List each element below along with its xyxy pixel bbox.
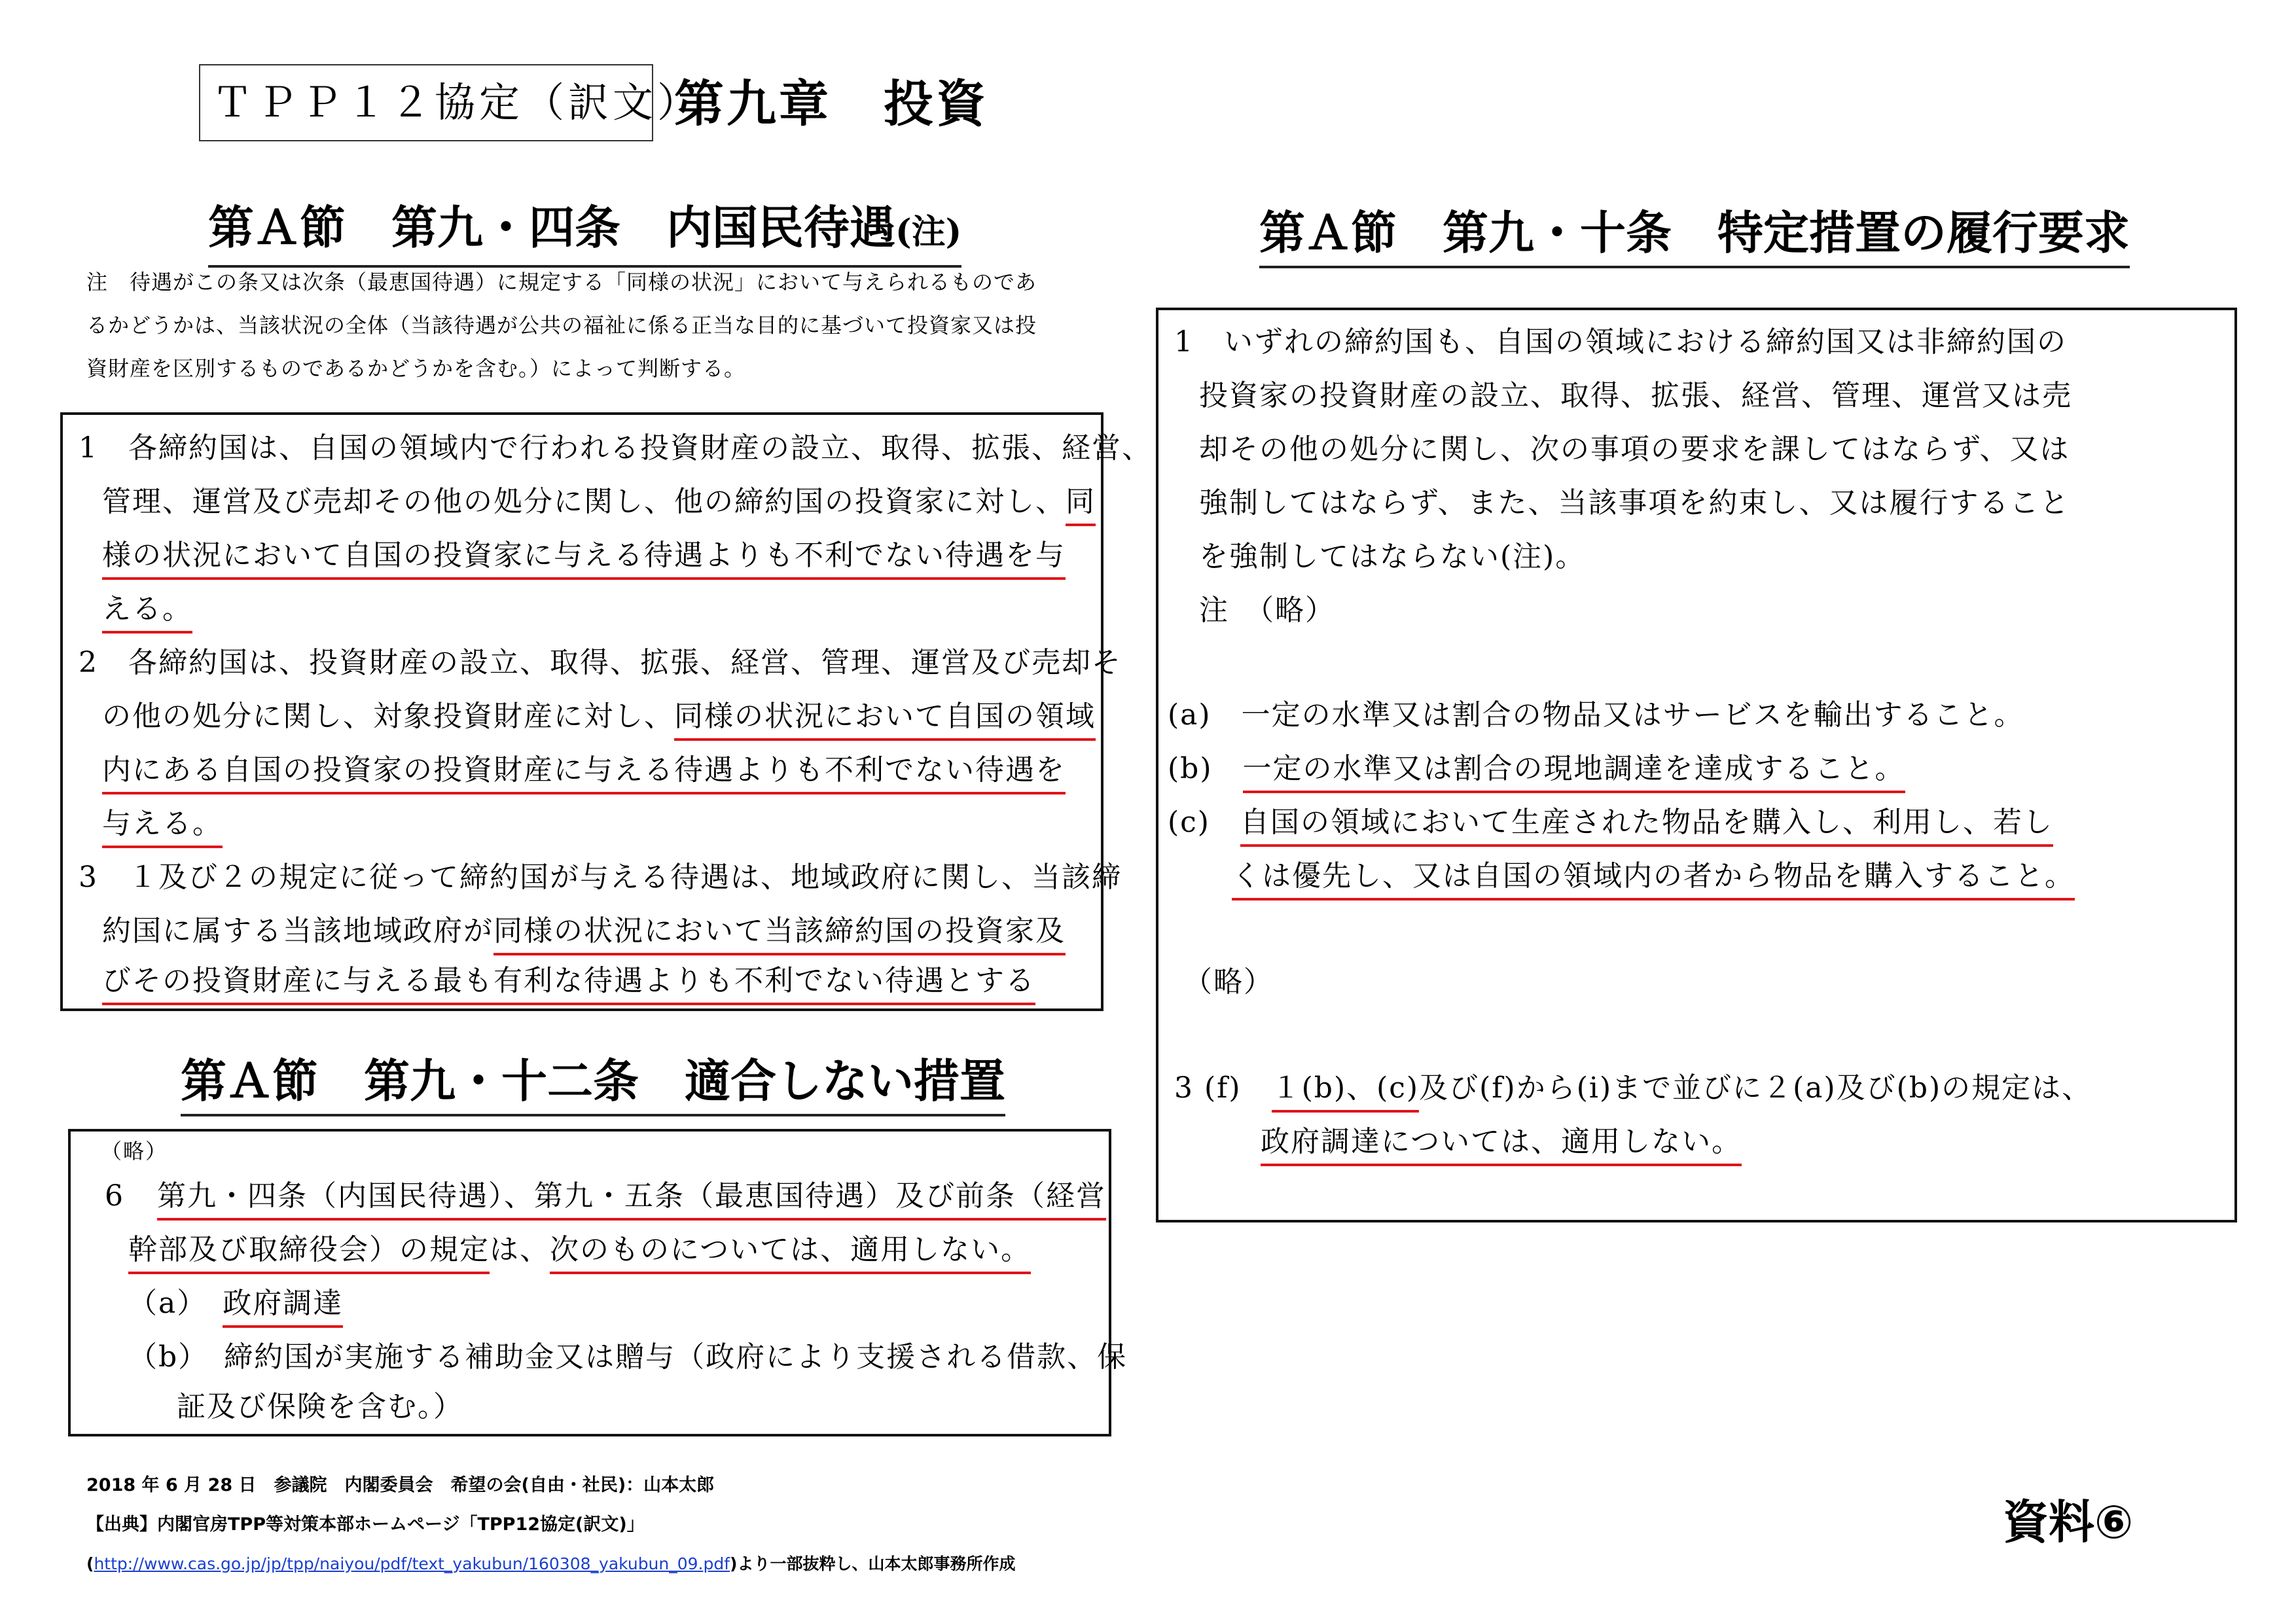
art10-item-c-line1 bbox=[1168, 796, 2053, 849]
art10-item-c-line2 bbox=[1232, 849, 2075, 903]
art10-item-a: (a) 一定の水準又は割合の物品又はサービスを輸出すること。 bbox=[1168, 698, 2024, 732]
art10-para1-line4: 強制してはならず、また、当該事項を約束し、又は履行すること bbox=[1199, 486, 2070, 520]
para3-line2-underlined: 同様の状況において当該締約国の投資家及 bbox=[493, 914, 1066, 955]
art10-para3f-label: 3 (f) bbox=[1174, 1071, 1272, 1105]
art10-para3f-line2 bbox=[1261, 1115, 1742, 1169]
item-a-text: 政府調達 bbox=[223, 1287, 343, 1328]
art10-item-b-label: (b) bbox=[1168, 752, 1243, 785]
para1-line3 bbox=[102, 529, 1066, 582]
section-9-4-footnote bbox=[86, 260, 1094, 390]
section-9-4-title bbox=[208, 196, 961, 268]
footer-line3 bbox=[86, 1551, 1015, 1577]
para2-line1: 2 各締約国は、投資財産の設立、取得、拡張、経営、管理、運営及び売却そ bbox=[79, 646, 1122, 679]
art10-para1-line3: 却その他の処分に関し、次の事項の要求を課してはならず、又は bbox=[1199, 433, 2070, 466]
art10-item-c-label: (c) bbox=[1168, 806, 1240, 839]
item-b-line2: 証及び保険を含む。） bbox=[177, 1390, 463, 1423]
item-b-label: （b） bbox=[128, 1340, 194, 1374]
para6-line1 bbox=[157, 1169, 1106, 1223]
section-9-10-box bbox=[1156, 308, 2237, 1222]
art10-para3f-line1 bbox=[1174, 1061, 2092, 1115]
para1-line2-underlined: 同 bbox=[1066, 485, 1096, 526]
para2-line4 bbox=[102, 797, 223, 851]
item-a-label: （a） bbox=[128, 1287, 193, 1320]
document-label-badge: 資料⑥ bbox=[2003, 1495, 2134, 1549]
para6-line2-text: は、 bbox=[490, 1233, 550, 1266]
omission-note: （略） bbox=[101, 1139, 168, 1164]
para2-line2-underlined: 同様の状況において自国の領域 bbox=[674, 700, 1096, 741]
source-url-link[interactable]: http://www.cas.go.jp/jp/tpp/naiyou/pdf/text_yakubun/160308_yakubun_09.pdf bbox=[94, 1554, 730, 1573]
para1-line4 bbox=[102, 582, 192, 636]
footer-line1: 2018 年 6 月 28 日 参議院 内閣委員会 希望の会(自由・社民)：山本太郎 bbox=[86, 1475, 715, 1495]
art10-item-c-line2-underlined: くは優先し、又は自国の領域内の者から物品を購入すること。 bbox=[1232, 859, 2075, 901]
art10-omission: （略） bbox=[1183, 965, 1274, 999]
para1-line4-underlined: える。 bbox=[102, 592, 192, 633]
item-a bbox=[128, 1277, 343, 1330]
para2-line3-underlined: 内にある自国の投資家の投資財産に与える待遇よりも不利でない待遇を bbox=[102, 753, 1066, 794]
art10-item-b bbox=[1168, 742, 1905, 796]
para1-line2-text: 管理、運営及び売却その他の処分に関し、他の締約国の投資家に対し、 bbox=[102, 485, 1066, 518]
footnote-line: 注 待遇がこの条又は次条（最恵国待遇）に規定する「同様の状況」において与えられるものであ bbox=[86, 270, 1037, 294]
para2-line4-underlined: 与える。 bbox=[102, 807, 223, 848]
footnote-line: るかどうかは、当該状況の全体（当該待遇が公共の福祉に係る正当な目的に基づいて投資家又は投 bbox=[86, 313, 1037, 338]
para6-number: 6 bbox=[105, 1179, 124, 1213]
art10-footnote-omitted: 注 （略） bbox=[1199, 594, 1335, 627]
para2-line2 bbox=[102, 690, 1096, 743]
section-9-4-title-note: (注) bbox=[895, 212, 962, 252]
para3-line2 bbox=[102, 904, 1066, 958]
footnote-line: 資財産を区別するものであるかどうかを含む。）によって判断する。 bbox=[86, 356, 746, 381]
document-title-box: ＴＰＰ１２協定（訳文） bbox=[199, 64, 653, 141]
art10-item-b-underlined: 一定の水準又は割合の現地調達を達成すること。 bbox=[1243, 752, 1905, 793]
art10-para3f-underlined: １(b)、(c) bbox=[1272, 1071, 1419, 1113]
item-b-line1 bbox=[128, 1330, 1127, 1384]
para1-line2 bbox=[102, 475, 1096, 529]
section-9-4-box bbox=[60, 412, 1152, 1011]
chapter-title: 第九章 投資 bbox=[674, 75, 988, 133]
section-9-12-title: 第Ａ節 第九・十二条 適合しない措置 bbox=[181, 1050, 1005, 1116]
para1-line1: 1 各締約国は、自国の領域内で行われる投資財産の設立、取得、拡張、経営、 bbox=[79, 431, 1152, 465]
art10-para3f-line2-underlined: 政府調達については、適用しない。 bbox=[1261, 1125, 1742, 1166]
art10-para1-line2: 投資家の投資財産の設立、取得、拡張、経営、管理、運営又は売 bbox=[1199, 379, 2072, 412]
para3-line1: 3 １及び２の規定に従って締約国が与える待遇は、地域政府に関し、当該締 bbox=[79, 861, 1122, 894]
para2-line3 bbox=[102, 743, 1066, 797]
para6-line2-underlined-b: 次のものについては、適用しない。 bbox=[550, 1233, 1031, 1274]
section-9-12-box bbox=[68, 1129, 1128, 1436]
para3-line2-text: 約国に属する当該地域政府が bbox=[102, 914, 493, 948]
art10-para1-line1: 1 いずれの締約国も、自国の領域における締約国又は非締約国の bbox=[1174, 325, 2067, 359]
footer-line2: 【出典】内閣官房TPP等対策本部ホームページ「TPP12協定(訳文)」 bbox=[86, 1514, 645, 1535]
para6-line2-underlined-a: 幹部及び取締役会）の規定 bbox=[128, 1233, 490, 1274]
item-b-text: 締約国が実施する補助金又は贈与（政府により支援される借款、保 bbox=[224, 1340, 1128, 1374]
para6-line2 bbox=[128, 1223, 1031, 1277]
para1-line3-underlined: 様の状況において自国の投資家に与える待遇よりも不利でない待遇を与 bbox=[102, 539, 1066, 580]
art10-item-c-line1-underlined: 自国の領域において生産された物品を購入し、利用し、若し bbox=[1240, 806, 2053, 847]
para2-line2-text: の他の処分に関し、対象投資財産に対し、 bbox=[102, 700, 674, 733]
art10-para1-line5: を強制してはならない(注)。 bbox=[1199, 540, 1586, 573]
para3-line3-underlined: びその投資財産に与える最も有利な待遇よりも不利でない待遇とする bbox=[102, 964, 1035, 1005]
art10-para3f-text: 及び(f)から(i)まで並びに２(a)及び(b)の規定は、 bbox=[1419, 1071, 2092, 1105]
para3-line3 bbox=[102, 958, 1035, 1004]
footer-line3-text: )より一部抜粋し、山本太郎事務所作成 bbox=[730, 1554, 1016, 1573]
para6-line1-underlined: 第九・四条（内国民待遇）、第九・五条（最恵国待遇）及び前条（経営 bbox=[157, 1179, 1106, 1221]
section-9-10-title: 第Ａ節 第九・十条 特定措置の履行要求 bbox=[1259, 202, 2130, 268]
footer-paren-open: ( bbox=[86, 1554, 94, 1573]
section-9-4-title-text: 第Ａ節 第九・四条 内国民待遇 bbox=[208, 200, 895, 255]
